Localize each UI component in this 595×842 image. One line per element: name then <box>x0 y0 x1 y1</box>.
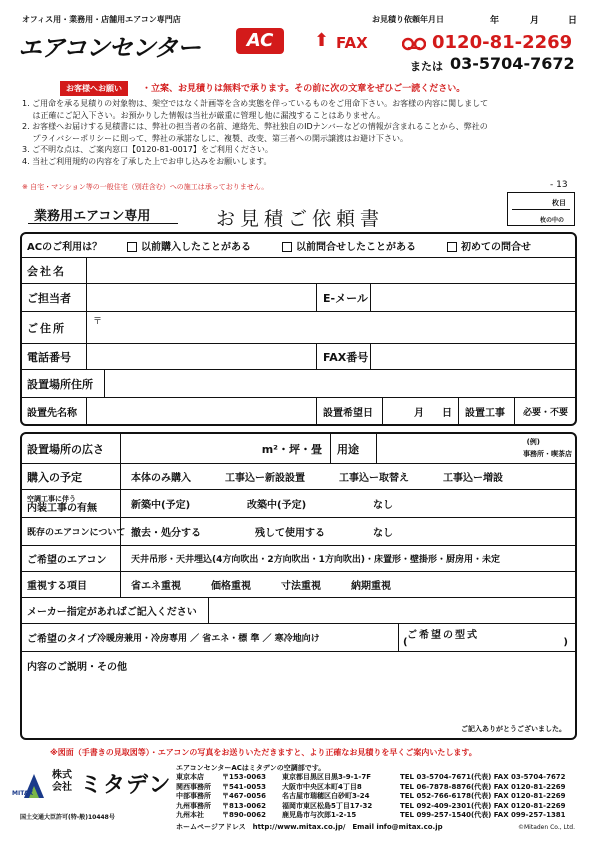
model-type-options[interactable]: 冷暖房兼用・冷房専用 ／ 省エネ・標 準 ／ 寒冷地向け <box>97 624 399 651</box>
purchase-opt[interactable]: 工事込ー新設設置 <box>225 473 305 484</box>
purchase-opt[interactable]: 工事込ー取替え <box>339 473 409 484</box>
purchase-opt[interactable]: 本体のみ購入 <box>131 473 191 484</box>
notice-item: 1. ご用命を承る見積りの対象物は、架空ではなく計画等を含め実態を伴っているものをご用命下さい。お客様の内容に関しまして <box>22 99 489 108</box>
usage-opt-1-label: 以前購入したことがある <box>141 242 251 253</box>
office-name: 東京本店 <box>176 773 204 781</box>
office-address: 名古屋市瑞穂区白砂町3-24 <box>282 792 370 801</box>
thanks-text: ご記入ありがとうございました。 <box>461 725 566 733</box>
maker-field[interactable] <box>209 598 576 623</box>
purchase-row <box>21 464 576 490</box>
office-contact: TEL 06-7878-8876(代表) FAX 0120-81-2269 <box>400 782 566 791</box>
usage-opt-3-label: 初めての問合せ <box>461 242 531 253</box>
notice-lead: ・立案、お見積りは無料で承ります。その前に次の文章をぜひご一読ください。 <box>142 84 466 94</box>
tel-label: 電話番号 <box>21 344 87 369</box>
site-address-row <box>21 370 576 398</box>
paren-open: ( <box>403 637 408 648</box>
brand-logo: AC <box>236 28 284 54</box>
phone2-number: 03-5704-7672 <box>450 54 575 73</box>
existing-opt[interactable]: なし <box>373 528 393 539</box>
office-contact: TEL 099-257-1540(代表) FAX 099-257-1381 <box>400 811 566 820</box>
interior-label-1: 空調工事に伴う <box>27 494 76 503</box>
existing-options <box>121 524 393 539</box>
area-row <box>21 434 576 464</box>
office-zip: 〒153-0063 <box>222 773 266 781</box>
mitax-mark: MITAX <box>12 790 34 797</box>
fax-field[interactable] <box>371 344 576 369</box>
office-zip: 〒467-0056 <box>222 792 266 801</box>
site-name-label: 設置先名称 <box>21 398 87 424</box>
tel-field[interactable] <box>87 344 317 369</box>
notice-warning: ※ 自宅・マンション等の一般住宅（別荘含む）への施工は承っておりません。 <box>22 183 269 191</box>
office-zip: 〒890-0062 <box>222 811 266 820</box>
area-field[interactable] <box>121 434 331 463</box>
company-web[interactable]: ホームページアドレス http://www.mitax.co.jp/ Email info@mitax.co.jp <box>176 823 443 831</box>
form-title: お見積ご依頼書 <box>216 208 385 230</box>
person-label: ご担当者 <box>21 284 87 311</box>
checkbox[interactable] <box>447 242 457 252</box>
date-day: 日 <box>442 407 452 419</box>
priority-opt[interactable]: 納期重視 <box>351 581 391 592</box>
use-field[interactable] <box>377 434 576 463</box>
form-category: 業務用エアコン専用 <box>34 209 151 224</box>
interior-row <box>21 490 576 518</box>
company-field[interactable] <box>87 258 576 283</box>
office-zip: 〒541-0053 <box>222 782 266 791</box>
checkbox[interactable] <box>127 242 137 252</box>
details-label: 内容のご説明・その他 <box>27 662 127 673</box>
sheet-label: 枚目 <box>552 199 566 207</box>
priority-row <box>21 572 576 598</box>
site-name-row <box>21 398 576 424</box>
office-row <box>176 802 566 812</box>
fax-number-label: FAX番号 <box>317 344 371 369</box>
company-type <box>52 770 72 794</box>
purchase-label: 購入の予定 <box>21 464 121 489</box>
notice-badge: お客様へお願い <box>60 81 128 96</box>
use-example-text: 事務所・喫茶店 <box>523 450 572 458</box>
office-row <box>176 773 566 783</box>
tagline: オフィス用・業務用・店舗用エアコン専門店 <box>22 15 181 24</box>
area-units: m²・坪・畳 <box>261 442 322 456</box>
usage-opt-2-label: 以前問合せしたことがある <box>296 242 416 253</box>
office-contact: TEL 052-766-6178(代表) FAX 0120-81-2269 <box>400 792 566 801</box>
category-underline <box>28 223 178 224</box>
brand-name: エアコンセンター <box>18 34 200 62</box>
page-code: - 13 <box>550 180 568 190</box>
purchase-opt[interactable]: 工事込ー増設 <box>443 473 503 484</box>
details-row <box>21 652 576 738</box>
company-type-1: 株式 <box>52 770 72 781</box>
address-row <box>21 312 576 344</box>
address-field[interactable] <box>87 312 576 343</box>
site-name-field[interactable] <box>87 398 317 424</box>
usage-row <box>21 234 576 258</box>
company-license: 国土交通大臣許可(特-般)10448号 <box>20 814 115 821</box>
office-name: 関西事務所 <box>176 782 211 791</box>
company-type-2: 会社 <box>52 782 72 793</box>
model-type-label: ご希望のタイプ <box>27 634 97 645</box>
interior-options <box>121 496 393 511</box>
office-row <box>176 811 566 821</box>
day-label: 日 <box>568 16 578 26</box>
company-label: 会社名 <box>21 258 87 283</box>
interior-label <box>21 490 121 517</box>
interior-label-2: 内装工事の有無 <box>27 502 97 514</box>
usage-question: ACのご利用は？ <box>27 242 103 253</box>
usage-opt-2[interactable] <box>282 238 447 253</box>
area-label: 設置場所の広さ <box>21 434 121 463</box>
office-name: 九州事務所 <box>176 801 211 810</box>
purchase-options <box>121 469 503 484</box>
person-row <box>21 284 576 312</box>
freedial-number: 0120-81-2269 <box>432 32 573 53</box>
office-address: 大阪市中央区本町4丁目8 <box>282 782 362 791</box>
sheet-divider <box>512 209 570 210</box>
office-contact: TEL 092-409-2301(代表) FAX 0120-81-2269 <box>400 801 566 810</box>
type-wish-options[interactable]: 天井吊形・天井埋込(4方向吹出・2方向吹出・1方向吹出)・床置形・壁掛形・厨房用・未定 <box>131 555 501 565</box>
priority-label: 重視する項目 <box>21 572 121 597</box>
postal-mark: 〒 <box>93 317 103 327</box>
paren-close: ) <box>563 637 568 648</box>
office-list <box>176 773 566 821</box>
office-address: 福岡市東区松島5丁目17-32 <box>282 801 373 810</box>
company-intro: エアコンセンターACはミタデンの空調部です。 <box>176 764 326 772</box>
site-address-label: 設置場所住所 <box>21 370 105 397</box>
existing-opt[interactable]: 残して使用する <box>255 528 325 539</box>
office-contact: TEL 03-5704-7671(代表) FAX 03-5704-7672 <box>400 773 566 781</box>
date-label: お見積り依頼年月日 <box>372 15 444 24</box>
office-name: 九州本社 <box>176 811 204 820</box>
or-label: または <box>410 60 443 73</box>
interior-opt[interactable]: なし <box>373 500 393 511</box>
priority-opt[interactable]: 価格重視 <box>211 581 251 592</box>
interior-opt[interactable]: 改築中(予定) <box>247 500 307 511</box>
notice-item: 4. 当社ご利用規約の内容を了承した上でお申し込みをお願いします。 <box>22 156 272 166</box>
site-address-field[interactable] <box>105 370 576 397</box>
office-row <box>176 783 566 793</box>
type-wish-label: ご希望のエアコン <box>21 546 121 571</box>
usage-opt-3[interactable] <box>447 238 531 253</box>
office-address: 東京都目黒区目黒3-9-1-7F <box>282 773 371 781</box>
office-address: 鹿児島市与次郎1-2-15 <box>282 811 357 820</box>
office-name: 中部事務所 <box>176 792 211 801</box>
address-label: ご住所 <box>21 312 87 343</box>
company-name: ミタデン <box>80 773 172 798</box>
type-wish-row <box>21 546 576 572</box>
company-logo-icon <box>20 768 48 804</box>
person-field[interactable] <box>87 284 317 311</box>
use-example-mark: (例) <box>526 438 540 446</box>
work-label: 設置工事 <box>459 398 515 424</box>
priority-options <box>121 577 391 592</box>
maker-label: メーカー指定があればご記入ください <box>21 598 209 623</box>
priority-opt[interactable]: 寸法重視 <box>281 581 321 592</box>
use-label: 用途 <box>331 434 377 463</box>
date-wish-label: 設置希望日 <box>317 398 383 424</box>
model-field[interactable] <box>399 624 576 651</box>
fax-arrow-icon: ⬆ <box>314 30 330 51</box>
tel-row <box>21 344 576 370</box>
existing-row <box>21 518 576 546</box>
model-row <box>21 624 576 652</box>
work-need-toggle[interactable]: 必要・不要 <box>522 407 568 418</box>
footer-note: ※図面（手書きの見取図等）・エアコンの写真をお送りいただきますと、より正確なお見積りを早くご案内いたします。 <box>50 748 477 757</box>
email-label: E-メール <box>317 284 371 311</box>
date-wish-field[interactable] <box>383 398 459 424</box>
fax-label: FAX <box>336 34 368 52</box>
office-row <box>176 792 566 802</box>
notice-item: は正確にご記入下さい。お預かりした情報は当社が厳重に管理し他に漏洩することはありません。 <box>22 110 386 120</box>
email-field[interactable] <box>371 284 576 311</box>
office-zip: 〒813-0062 <box>222 801 266 810</box>
notice-item: 2. お客様へお届けする見積書には、弊社の担当者の名前、連絡先、弊社独自のIDナンバーなどの情報が含まれることから、弊社の <box>22 122 488 132</box>
interior-opt[interactable]: 新築中(予定) <box>131 500 191 511</box>
maker-row <box>21 598 576 624</box>
notice-list <box>22 98 488 168</box>
copyright: ©Mitaden Co., Ltd. <box>518 824 575 831</box>
company-row <box>21 258 576 284</box>
notice-item: 3. ご不明な点は、ご案内窓口【0120-81-0017】をご利用ください。 <box>22 145 273 155</box>
usage-opt-1[interactable] <box>127 238 282 253</box>
notice-item: プライバシーポリシーに則って、弊社の承諾なしに、複製、改变、第三者への開示譲渡はお避け下さい。 <box>22 133 408 143</box>
date-month: 月 <box>414 407 424 419</box>
month-label: 月 <box>530 16 540 26</box>
priority-opt[interactable]: 省エネ重視 <box>131 581 181 592</box>
freedial-icon <box>402 36 426 50</box>
sheet-of-label: 枚の中の <box>540 217 565 224</box>
checkbox[interactable] <box>282 242 292 252</box>
existing-opt[interactable]: 撤去・処分する <box>131 528 201 539</box>
year-label: 年 <box>490 16 500 26</box>
existing-label: 既存のエアコンについて <box>21 518 121 545</box>
sheet-box <box>507 192 575 226</box>
model-label: ご希望の型式 <box>407 630 479 641</box>
